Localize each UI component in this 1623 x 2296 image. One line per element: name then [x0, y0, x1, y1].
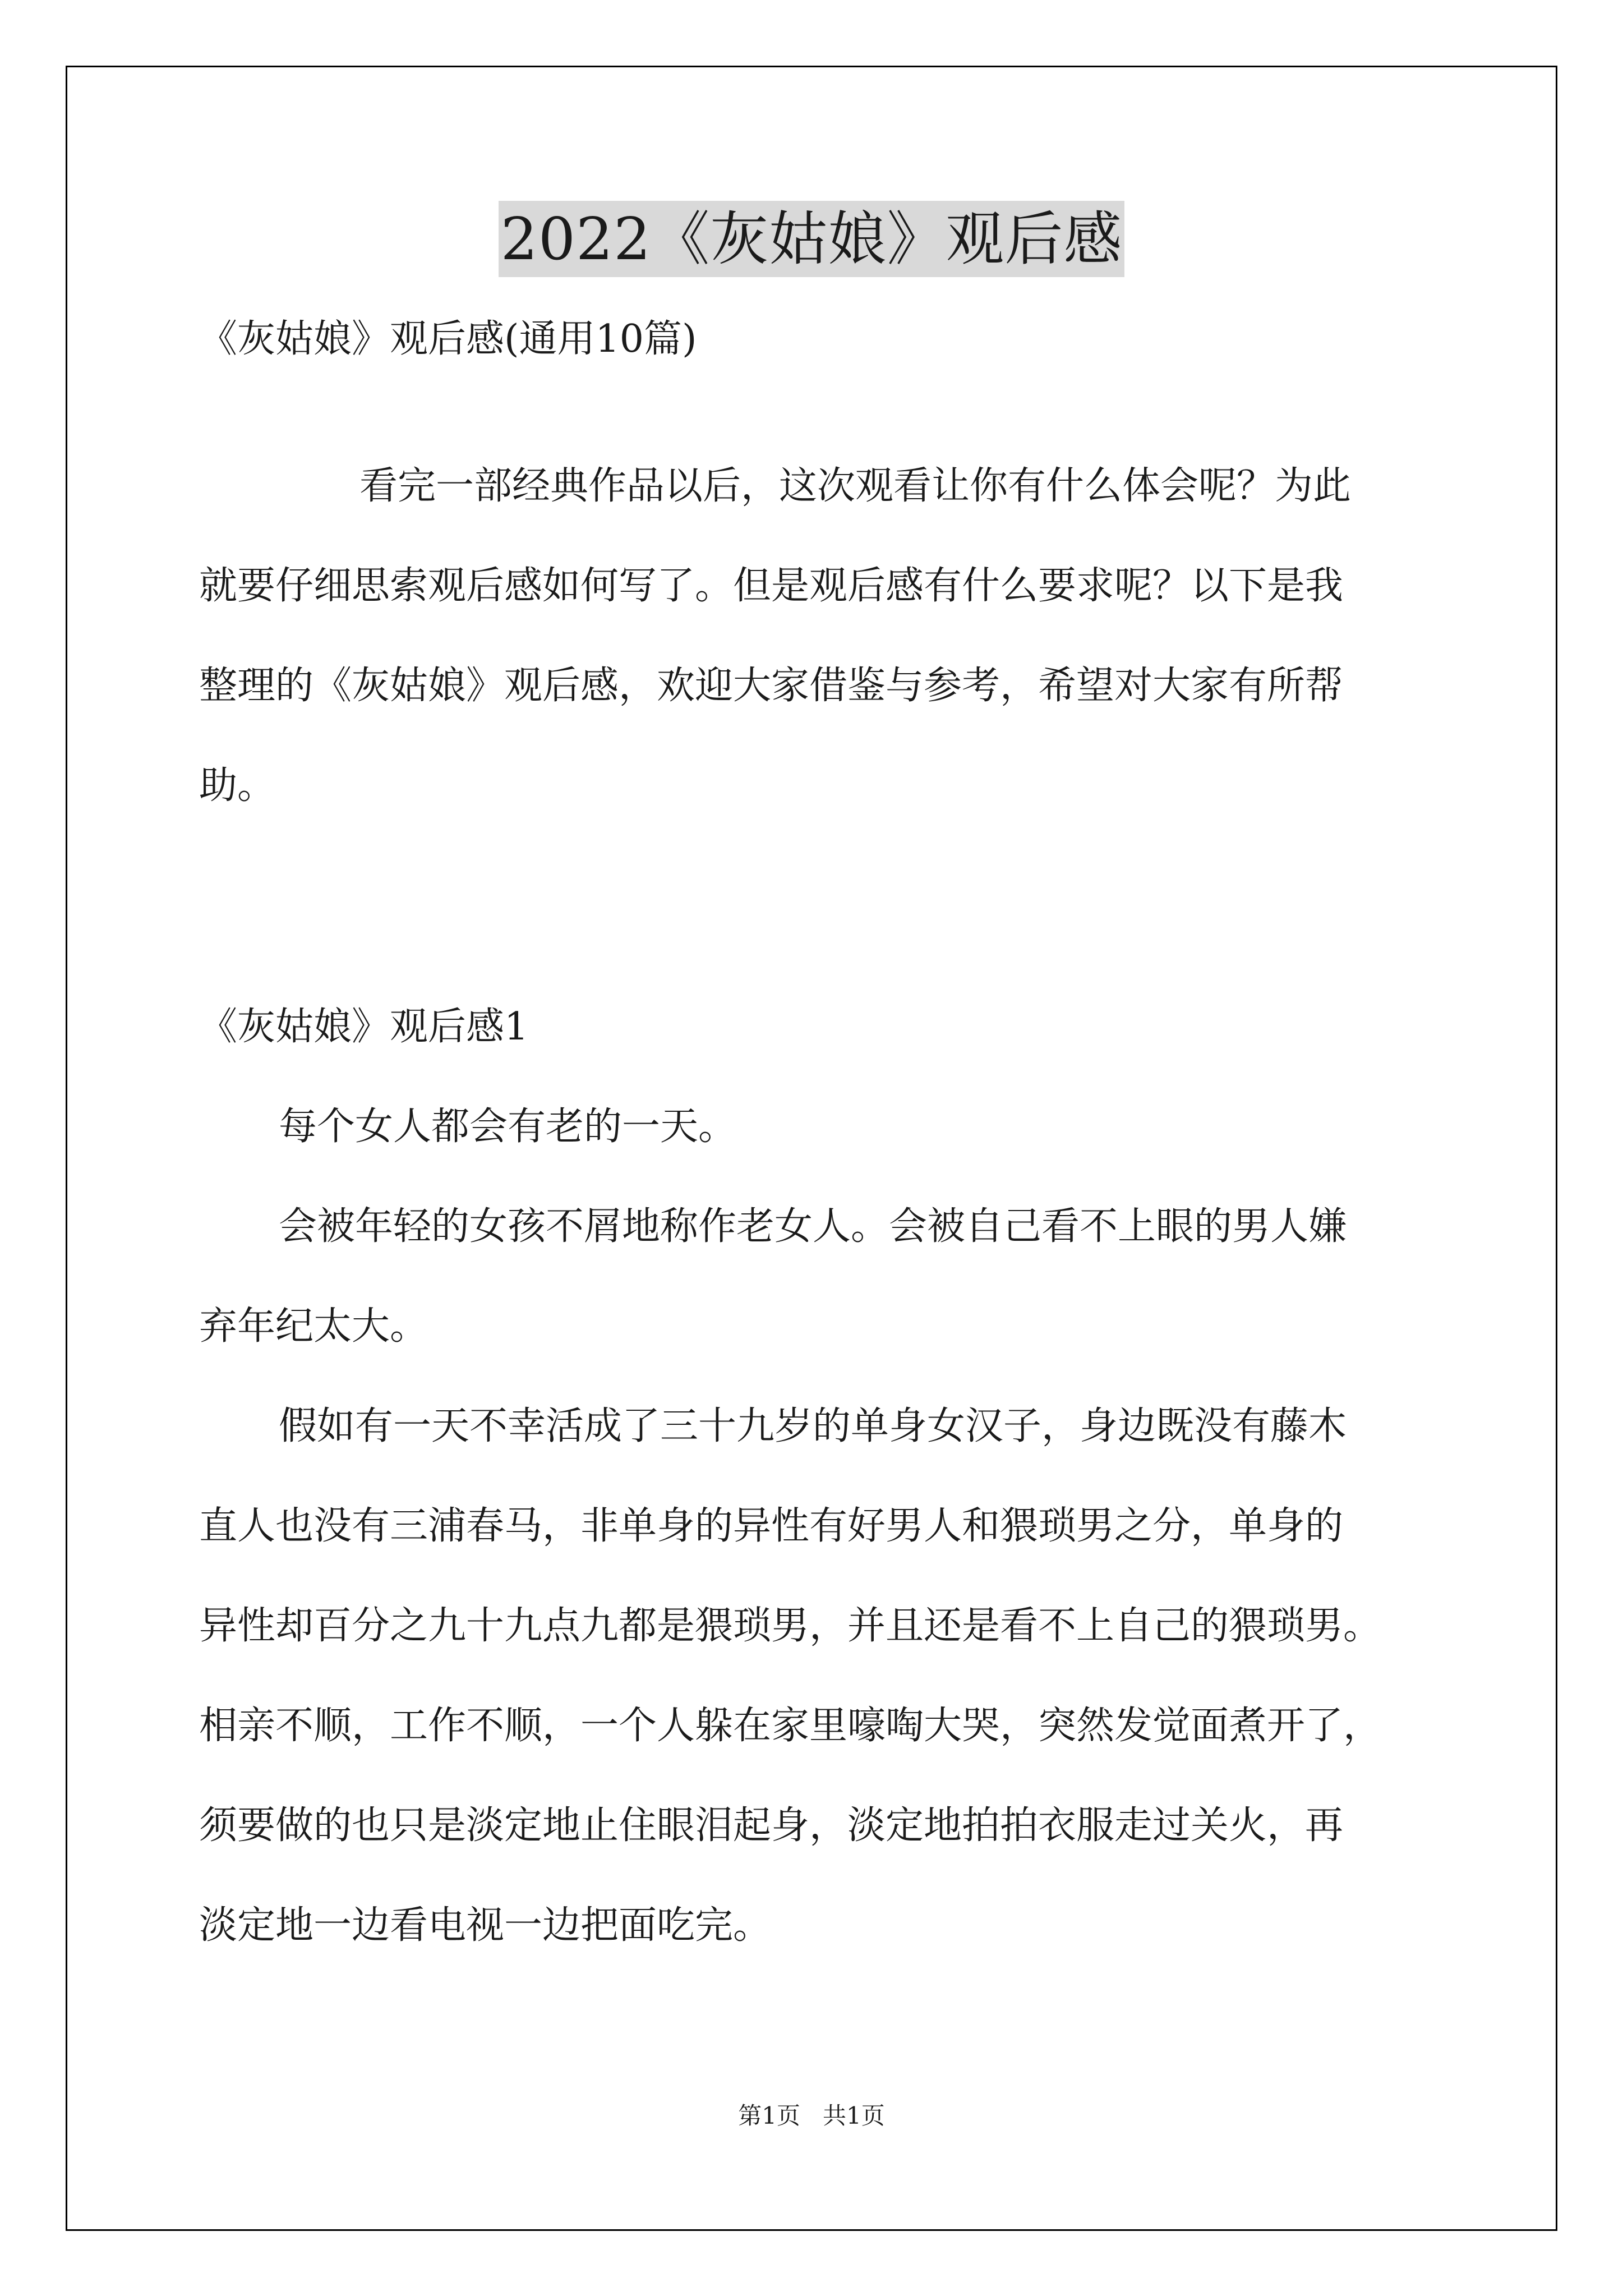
body-line-7: 相亲不顺，工作不顺，一个人躲在家里嚎啕大哭，突然发觉面煮开了，: [199, 1704, 1382, 1748]
intro-line-1: 看完一部经典作品以后，这次观看让你有什么体会呢？为此: [359, 464, 1352, 508]
document-title: 2022《灰姑娘》观后感: [499, 201, 1125, 277]
section-heading: 《灰姑娘》观后感1: [199, 1005, 529, 1049]
body-line-2: 会被年轻的女孩不屑地称作老女人。会被自己看不上眼的男人嫌: [279, 1204, 1347, 1249]
body-line-5: 直人也没有三浦春马，非单身的异性有好男人和猥琐男之分，单身的: [199, 1504, 1344, 1548]
page-footer: 第1页 共1页: [738, 2102, 885, 2129]
document-subtitle: 《灰姑娘》观后感(通用10篇): [199, 317, 697, 361]
body-line-4: 假如有一天不幸活成了三十九岁的单身女汉子，身边既没有藤木: [279, 1404, 1347, 1448]
body-line-1: 每个女人都会有老的一天。: [279, 1105, 737, 1149]
intro-line-2: 就要仔细思索观后感如何写了。但是观后感有什么要求呢？以下是我: [199, 564, 1344, 608]
title-container: [0, 201, 1623, 277]
body-line-8: 须要做的也只是淡定地止住眼泪起身，淡定地拍拍衣服走过关火，再: [199, 1803, 1344, 1848]
intro-line-3: 整理的《灰姑娘》观后感，欢迎大家借鉴与参考，希望对大家有所帮: [199, 664, 1344, 708]
body-line-3: 弃年纪太大。: [199, 1304, 428, 1349]
body-line-6: 异性却百分之九十九点九都是猥琐男，并且还是看不上自己的猥琐男。: [199, 1604, 1382, 1648]
intro-line-4: 助。: [199, 763, 276, 808]
body-line-9: 淡定地一边看电视一边把面吃完。: [199, 1903, 772, 1948]
